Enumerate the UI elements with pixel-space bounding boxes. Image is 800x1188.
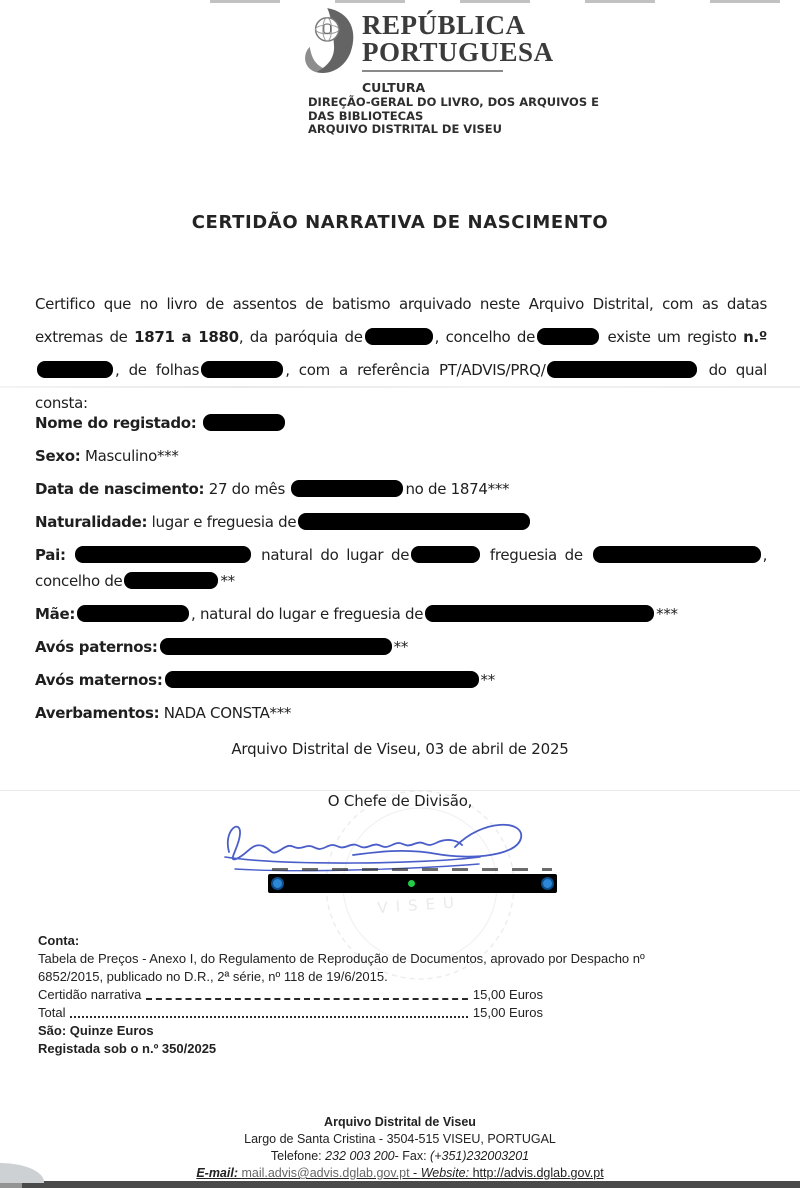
redaction [77, 605, 189, 622]
email-label: E-mail: [196, 1166, 242, 1180]
redaction [537, 328, 599, 345]
signature-stroke [228, 827, 462, 860]
redaction [203, 414, 285, 431]
redaction [365, 328, 433, 345]
billing-total-label: Total [38, 1005, 66, 1020]
text-run: lugar e freguesia de [151, 513, 297, 531]
field-value: Masculino*** [84, 447, 179, 465]
scan-artifact-bottom-edge [0, 1181, 800, 1188]
svg-text:VISEU: VISEU [376, 893, 463, 917]
redaction [124, 572, 218, 589]
text-run: ** [480, 671, 495, 689]
redaction-resize-handle-left[interactable] [271, 877, 284, 890]
wordmark-line2: PORTUGUESA [362, 37, 554, 67]
wordmark-line1: REPÚBLICA [362, 10, 526, 40]
separator: - [409, 1166, 421, 1180]
scan-artifact-top-edge [210, 0, 798, 3]
redaction [37, 361, 113, 378]
billing-item-row [38, 986, 543, 1004]
signature-stroke [353, 825, 521, 857]
billing-total-value: 15,00 Euros [472, 1005, 543, 1020]
text-run: , [762, 546, 768, 564]
website-url: http://advis.dglab.gov.pt [472, 1166, 604, 1180]
text-run: do qual consta: [35, 361, 767, 412]
org-line1: DIREÇÃO-GERAL DO LIVRO, DOS ARQUIVOS E [308, 95, 599, 109]
text-run: , com a referência PT/ADVIS/PRQ/ [285, 361, 546, 379]
fax-label: - Fax: [394, 1149, 431, 1163]
billing-regulation-line2: 6852/2015, publicado no D.R., 2ª série, nº 118 de 19/6/2015. [38, 969, 388, 984]
email-address: mail.advis@advis.dglab.gov.pt [241, 1166, 410, 1180]
sector-label: CULTURA [362, 80, 426, 95]
field-naturalidade [35, 509, 767, 535]
archive-footer [0, 1114, 800, 1182]
redaction [425, 605, 654, 622]
field-value: NADA CONSTA*** [163, 704, 292, 722]
field-sexo [35, 443, 767, 469]
billing-total-row [38, 1004, 543, 1022]
text-run: natural do lugar de [261, 546, 410, 564]
field-label: Avós maternos: [35, 671, 163, 689]
text-run: concelho de [35, 572, 123, 590]
field-label: Naturalidade: [35, 513, 148, 531]
field-averbamentos [35, 700, 767, 726]
registration-number: Registada sob o n.º 350/2025 [38, 1041, 217, 1056]
billing-label: Conta: [38, 933, 80, 948]
organization-name [308, 96, 599, 137]
org-line3: ARQUIVO DISTRITAL DE VISEU [308, 122, 502, 136]
field-data-nascimento [35, 476, 767, 502]
footer-contact-line [0, 1165, 800, 1182]
fax-number: (+351)232003201 [430, 1149, 530, 1163]
amount-in-words: São: Quinze Euros [38, 1023, 154, 1038]
field-label: Nome do registado: [35, 414, 197, 432]
org-line2: DAS BIBLIOTECAS [308, 108, 424, 123]
redaction [160, 638, 392, 655]
phone-label: Telefone: [270, 1149, 326, 1163]
redaction [75, 546, 251, 563]
field-label: Mãe: [35, 605, 76, 623]
redaction-center-dot[interactable] [408, 880, 415, 887]
billing-item-value: 15,00 Euros [472, 987, 543, 1002]
redaction [547, 361, 697, 378]
scan-artifact-text-tops [272, 868, 552, 871]
redaction-resize-handle-right[interactable] [541, 877, 554, 890]
redaction [165, 671, 479, 688]
dates-range: 1871 a 1880 [134, 328, 239, 346]
field-avos-paternos [35, 634, 767, 660]
field-label: Pai: [35, 546, 66, 564]
text-run: , da paróquia de [238, 328, 363, 346]
text-run: *** [656, 605, 678, 623]
field-nome [35, 410, 767, 436]
text-run: , concelho de [434, 328, 536, 346]
field-label: Sexo: [35, 447, 81, 465]
redaction [291, 480, 403, 497]
republic-wordmark [362, 12, 554, 66]
phone-number: 232 003 200 [325, 1149, 395, 1163]
text-run: , de folhas [115, 361, 200, 379]
footer-archive-name: Arquivo Distrital de Viseu [324, 1115, 476, 1129]
billing-item-label: Certidão narrativa [38, 987, 142, 1002]
footer-address: Largo de Santa Cristina - 3504-515 VISEU, PORTUGAL [244, 1132, 556, 1146]
record-fields [35, 410, 767, 733]
field-label: Data de nascimento: [35, 480, 205, 498]
document-title: CERTIDÃO NARRATIVA DE NASCIMENTO [191, 212, 609, 233]
field-avos-maternos [35, 667, 767, 693]
billing-section [38, 932, 738, 1058]
place-and-date-line: Arquivo Distrital de Viseu, 03 de abril de 2025 [231, 740, 569, 758]
signer-role-line: O Chefe de Divisão, [327, 792, 473, 810]
dash-leader [146, 998, 468, 1000]
billing-regulation-line1: Tabela de Preços - Anexo I, do Regulamento de Reprodução de Documentos, aprovado por Despacho nº [38, 951, 645, 966]
website-label: Website: [420, 1166, 473, 1180]
text-run: ** [220, 572, 235, 590]
text-run: ** [393, 638, 409, 656]
field-pai [35, 542, 767, 594]
redaction [298, 513, 530, 530]
field-label: Averbamentos: [35, 704, 160, 722]
wordmark-divider [362, 70, 503, 72]
dot-leader [70, 1016, 467, 1018]
registo-number-label: n.º [743, 328, 767, 346]
field-label: Avós paternos: [35, 638, 158, 656]
text-run: 27 do mês [208, 480, 285, 498]
field-mae [35, 601, 767, 627]
text-run: existe um registo [601, 328, 744, 346]
redaction [411, 546, 480, 563]
redaction [593, 546, 761, 563]
signature-stroke [225, 857, 480, 863]
text-run: no de 1874*** [405, 480, 510, 498]
footer-phone-line [0, 1148, 800, 1165]
text-run: , natural do lugar e freguesia de [191, 605, 424, 623]
certificate-intro-paragraph [35, 288, 767, 420]
text-run: freguesia de [489, 546, 583, 564]
text-run: Certifico que no livro de assentos de batismo arquivado neste Arquivo Distrital, com as datas extremas de [35, 295, 767, 346]
redaction [201, 361, 283, 378]
republica-portuguesa-coat-of-arms-icon [302, 8, 364, 76]
